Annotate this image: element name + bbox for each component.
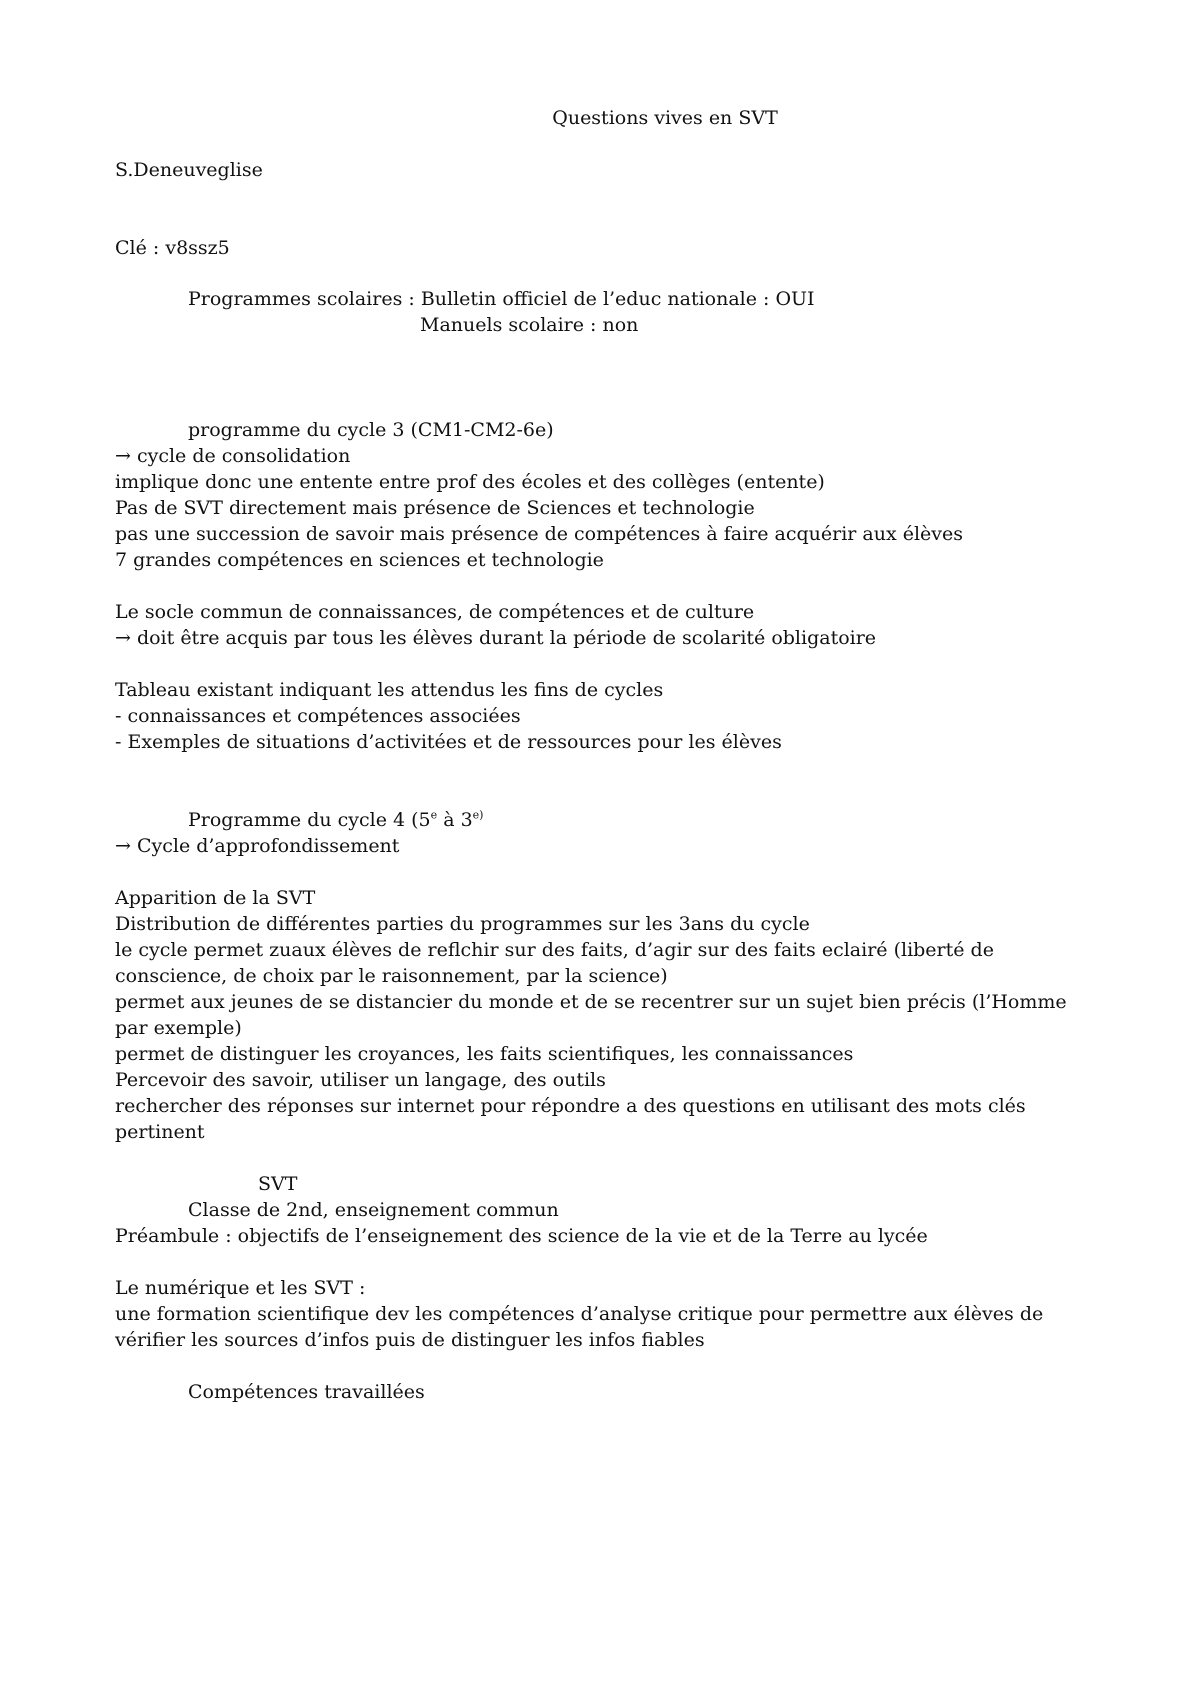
svt-preambule: Préambule : objectifs de l’enseignement des science de la vie et de la Terre au lycée [115,1225,928,1247]
document-title: Questions vives en SVT [552,107,778,129]
cycle4-sub: → Cycle d’approfondissement [115,835,400,857]
tableau-line: - Exemples de situations d’activitées et de ressources pour les élèves [115,731,782,753]
cycle4-heading: Programme du cycle 4 (5e à 3$^{e)}$ [188,808,484,831]
apparition-line: le cycle permet zuaux élèves de reflchir sur des faits, d’agir sur des faits eclairé (liberté de [115,939,994,961]
apparition-line: pertinent [115,1121,205,1143]
manuels-line: Manuels scolaire : non [420,314,639,336]
competences-heading: Compétences travaillées [188,1381,425,1403]
programmes-line: Programmes scolaires : Bulletin officiel de l’educ nationale : OUI [188,288,815,310]
apparition-line: permet de distinguer les croyances, les faits scientifiques, les connaissances [115,1043,854,1065]
cycle3-heading: programme du cycle 3 (CM1-CM2-6e) [188,419,554,441]
svt-classe: Classe de 2nd, enseignement commun [188,1199,559,1221]
apparition-line: permet aux jeunes de se distancier du monde et de se recentrer sur un sujet bien précis (l’Homme [115,991,1067,1013]
apparition-line: Percevoir des savoir, utiliser un langage, des outils [115,1069,606,1091]
socle-line: Le socle commun de connaissances, de compétences et de culture [115,601,755,623]
cycle3-line: pas une succession de savoir mais présence de compétences à faire acquérir aux élèves [115,523,964,545]
key-line: Clé : v8ssz5 [115,237,230,259]
cycle3-line: implique donc une entente entre prof des écoles et des collèges (entente) [115,471,825,493]
svt-heading: SVT [258,1173,298,1195]
author: S.Deneuveglise [115,159,263,181]
apparition-line: rechercher des réponses sur internet pour répondre a des questions en utilisant des mots clés [115,1095,1026,1117]
apparition-line: Distribution de différentes parties du programmes sur les 3ans du cycle [115,913,810,935]
cycle3-line: 7 grandes compétences en sciences et technologie [115,549,604,571]
numerique-line: une formation scientifique dev les compétences d’analyse critique pour permettre aux élèves de [115,1303,1044,1325]
apparition-line: par exemple) [115,1017,242,1039]
apparition-line: conscience, de choix par le raisonnement, par la science) [115,965,668,987]
cycle3-line: → cycle de consolidation [115,445,351,467]
numerique-line: vérifier les sources d’infos puis de distinguer les infos fiables [115,1329,705,1351]
apparition-line: Apparition de la SVT [115,887,316,909]
tableau-line: - connaissances et compétences associées [115,705,521,727]
socle-line: → doit être acquis par tous les élèves durant la période de scolarité obligatoire [115,627,877,649]
numerique-line: Le numérique et les SVT : [115,1277,366,1299]
tableau-line: Tableau existant indiquant les attendus les fins de cycles [115,679,664,701]
cycle3-line: Pas de SVT directement mais présence de Sciences et technologie [115,497,755,519]
